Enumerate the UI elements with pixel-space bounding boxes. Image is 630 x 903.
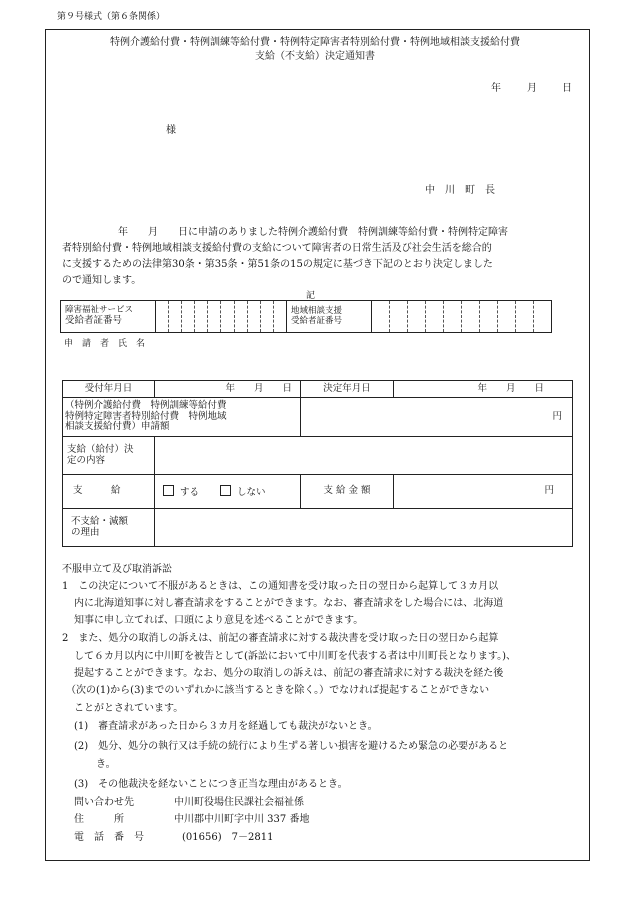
cert-left-digits[interactable] xyxy=(156,301,287,333)
request-label-line3: 相談支援給付費）申請額 xyxy=(65,421,170,433)
ki-label: 記 xyxy=(306,291,316,301)
document-title-line2: 支給（不支給）決定通知書 xyxy=(255,51,375,62)
date-month: 月 xyxy=(527,83,537,94)
pay-yes-checkbox[interactable] xyxy=(163,485,174,496)
appeal-line-1: 1 この決定について不服があるときは、この通知書を受け取った日の翌日から起算して３カ月以 xyxy=(62,581,499,592)
content-label xyxy=(63,437,155,475)
amount-field[interactable] xyxy=(394,475,573,509)
inquiry-value: 中川町役場住民課社会福祉係 xyxy=(174,797,304,808)
date-year: 年 xyxy=(491,83,501,94)
intro-line-1: 年 月 日に申請のありました特例介護給付費 特例訓練等給付費・特例特定障害 xyxy=(118,227,508,238)
received-date-label: 受付年月日 xyxy=(63,381,155,398)
content-field[interactable] xyxy=(155,437,573,475)
appeal-line-6: 提起することができます。なお、処分の取消しの訴えは、前記の審査請求に対する裁決を経た後 xyxy=(74,668,504,679)
date-day: 日 xyxy=(562,83,572,94)
cert-right-label-2: 受給者証番号 xyxy=(291,315,343,326)
addressee-suffix: 様 xyxy=(166,125,176,136)
cert-right-label-1: 地域相談支援 xyxy=(291,305,343,316)
request-amount-label xyxy=(63,398,301,437)
amount-yen: 円 xyxy=(544,485,554,497)
content-label-line2: 定の内容 xyxy=(67,454,106,466)
appeal-line-4: 2 また、処分の取消しの訴えは、前記の審査請求に対する裁決書を受け取った日の翌日から起算 xyxy=(62,633,499,644)
reason-label-line1: 不支給・減額 xyxy=(71,515,129,527)
request-amount-yen: 円 xyxy=(552,410,562,422)
reason-label xyxy=(63,509,155,547)
intro-line-2: 者特別給付費・特例地域相談支援給付費の支給について障害者の日常生活及び社会生活を総合的 xyxy=(62,243,492,254)
pay-no-checkbox[interactable] xyxy=(220,485,231,496)
appeal-line-9: (1) 審査請求があった日から３カ月を経過しても裁決がないとき。 xyxy=(74,721,378,732)
document-title-line1: 特例介護給付費・特例訓練等給付費・特例特定障害者特別給付費・特例地域相談支援給付費 xyxy=(110,37,520,48)
address-label: 住 所 xyxy=(74,814,124,825)
decision-date-label: 決定年月日 xyxy=(301,381,394,398)
appeal-line-3: 知事に申し立てれば、口頭により意見を述べることができます。 xyxy=(74,615,364,626)
received-date-field[interactable]: 年 月 日 xyxy=(155,381,301,398)
pay-no-label: しない xyxy=(237,486,266,498)
appeal-line-11: き。 xyxy=(96,759,116,770)
inquiry-label: 問い合わせ先 xyxy=(74,797,134,808)
reason-label-line2: の理由 xyxy=(71,526,100,538)
appeal-line-10: (2) 処分、処分の執行又は手続の続行により生ずる著しい損害を避けるため緊急の必要があると xyxy=(74,741,509,752)
appeal-line-5: して６カ月以内に中川町を被告として(訴訟において中川町を代表する者は中川町長となります。)、 xyxy=(74,651,517,662)
appeal-heading: 不服申立て及び取消訴訟 xyxy=(62,564,172,575)
intro-line-3: に支援するための法律第30条・第35条・第51条の15の規定に基づき下記のとおり決定しました xyxy=(62,259,493,270)
decision-date-field[interactable]: 年 月 日 xyxy=(394,381,573,398)
pay-yes-label: する xyxy=(180,486,200,498)
appeal-line-2: 内に北海道知事に対し審査請求をすることができます。なお、審査請求をした場合には、北海道 xyxy=(74,598,504,609)
applicant-name-label: 申 請 者 氏 名 xyxy=(64,339,146,349)
cert-left-label-2: 受給者証番号 xyxy=(65,314,123,326)
pay-options xyxy=(155,475,301,509)
phone-label: 電 話 番 号 xyxy=(74,832,144,843)
appeal-line-7: （次の(1)から(3)までのいずれかに該当するときを除く。）でなければ提起することができない xyxy=(66,685,490,696)
form-number: 第９号様式（第６条関係） xyxy=(57,12,166,22)
amount-label: 支 給 金 額 xyxy=(301,475,394,509)
content-label-line1: 支給（給付）決 xyxy=(67,443,134,455)
request-label-line1: （特例介護給付費 特例訓練等給付費 xyxy=(65,399,227,411)
cert-left-label-1: 障害福祉サービス xyxy=(65,305,134,316)
request-amount-field[interactable] xyxy=(301,398,573,437)
appeal-line-12: (3) その他裁決を経ないことにつき正当な理由があるとき。 xyxy=(74,779,348,790)
pay-label: 支 給 xyxy=(63,475,155,509)
certificate-table xyxy=(60,300,552,333)
reason-field[interactable] xyxy=(155,509,573,547)
phone-value: (01656) 7－2811 xyxy=(182,832,274,843)
request-label-line2: 特例特定障害者特別給付費 特例地域 xyxy=(65,410,227,422)
intro-line-4: ので通知します。 xyxy=(62,275,142,286)
decision-table xyxy=(62,380,573,547)
cert-right-label xyxy=(287,301,372,333)
issuer-name: 中 川 町 長 xyxy=(425,185,495,196)
cert-left-label xyxy=(61,301,156,333)
cert-right-digits[interactable] xyxy=(372,301,552,333)
appeal-line-8: ことがとされています。 xyxy=(74,703,184,714)
address-value: 中川郡中川町字中川 337 番地 xyxy=(174,814,310,825)
